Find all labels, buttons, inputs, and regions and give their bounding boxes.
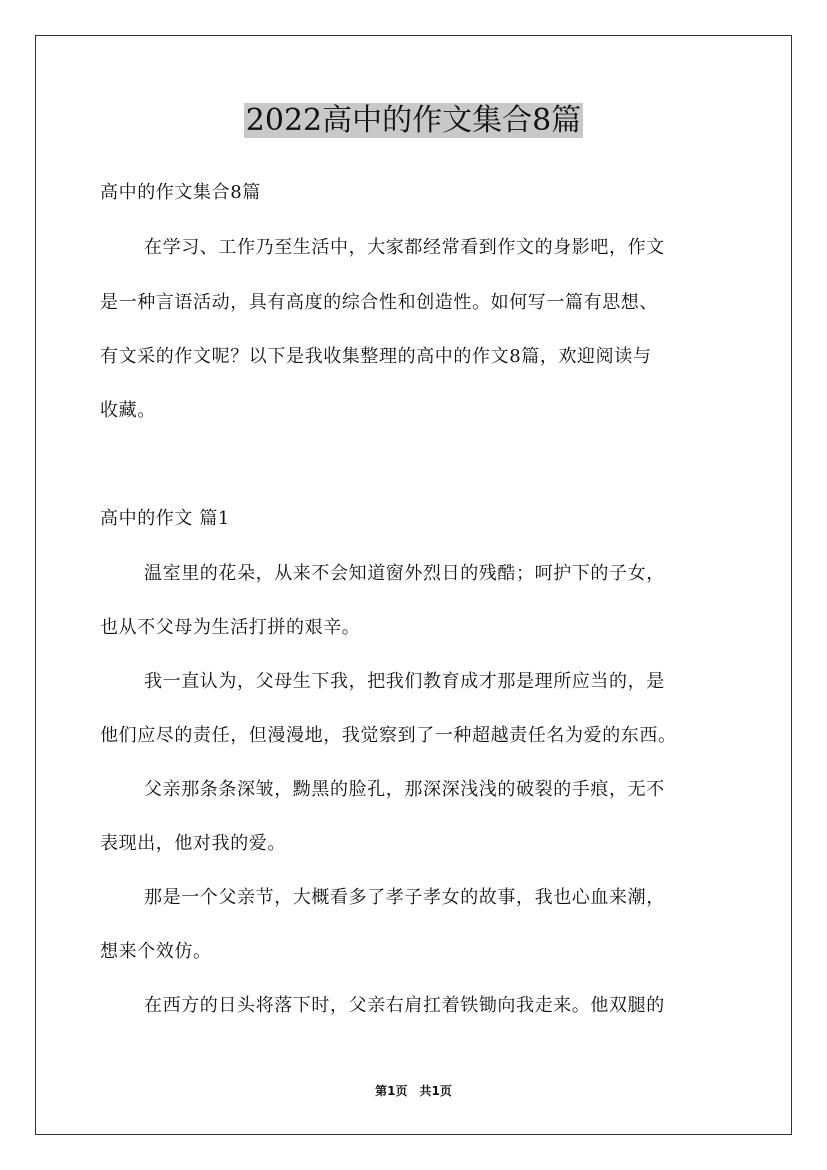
document-subtitle: 高中的作文集合8篇 — [100, 182, 261, 203]
body-line-5: 父亲那条条深皱，黝黑的脸孔，那深深浅浅的破裂的手痕，无不 — [144, 779, 665, 800]
page-footer: 第1页 共1页 — [375, 1084, 452, 1098]
document-title — [0, 100, 827, 142]
intro-line-4: 收藏。 — [100, 400, 156, 421]
section-heading: 高中的作文 篇1 — [100, 508, 230, 529]
body-line-7: 那是一个父亲节，大概看多了孝子孝女的故事，我也心血来潮， — [144, 887, 665, 908]
body-line-8: 想来个效仿。 — [100, 941, 212, 962]
intro-line-1: 在学习、工作乃至生活中，大家都经常看到作文的身影吧，作文 — [144, 237, 665, 258]
document-title-text: 2022高中的作文集合8篇 — [245, 103, 582, 138]
body-line-6: 表现出，他对我的爱。 — [100, 833, 286, 854]
body-line-4: 他们应尽的责任，但漫漫地，我觉察到了一种超越责任名为爱的东西。 — [100, 725, 677, 746]
body-line-3: 我一直认为，父母生下我，把我们教育成才那是理所应当的，是 — [144, 671, 665, 692]
body-line-2: 也从不父母为生活打拼的艰辛。 — [100, 617, 361, 638]
intro-line-3: 有文采的作文呢？以下是我收集整理的高中的作文8篇，欢迎阅读与 — [100, 346, 652, 367]
body-line-9: 在西方的日头将落下时，父亲右肩扛着铁锄向我走来。他双腿的 — [144, 995, 665, 1016]
intro-line-2: 是一种言语活动，具有高度的综合性和创造性。如何写一篇有思想、 — [100, 292, 658, 313]
body-line-1: 温室里的花朵，从来不会知道窗外烈日的残酷；呵护下的子女， — [144, 563, 665, 584]
